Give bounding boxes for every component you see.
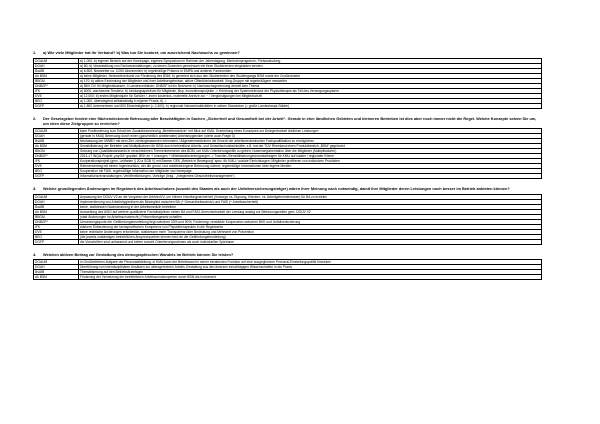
- organization-cell: DGAH: [34, 134, 79, 139]
- organization-cell: DGAUM: [34, 194, 79, 199]
- answer-cell: 2014-17 INQA-Projekt „psyGA“ geplant: BKK en + Innungen + Mittelstandsvereinigungen -> Transfer-/Sensibilisierungsveranstaltungen für KMU auf lokaler / regionaler Ebene: [79, 154, 542, 159]
- organization-cell: BsAfB: [34, 68, 79, 73]
- answer-cell: Kooperationsprojekt (gem. Leitfaden § 20 a SGB V) mit Barmer GEK „Betrieb in Bewegung“ spez. für KMU / soziale Einrichtungen; Mitglieder profitieren von exklusiven Produkten: [79, 159, 542, 164]
- question-heading: [33, 116, 542, 126]
- answer-cell: Überführung von interdisziplinären Ansätzen zur altersgerechten Arbeits-Gestaltung aus den diversen einschlägigen Wissenschaften in die Praxis: [79, 265, 542, 270]
- question-number: 3.: [33, 186, 37, 191]
- answer-cell: Kooperation mit FASi, regelmäßige Information der Mitglieder via Homepage: [79, 169, 542, 174]
- organization-cell: BBGM: [34, 214, 79, 219]
- organization-cell: BsAfB: [34, 139, 79, 144]
- question-section: [33, 50, 542, 109]
- question-heading: [33, 50, 542, 55]
- answer-cell: a) 1.800 Unternehmen und 600 Einzelmitglieder (≈ 2.400); b) regionale Netzwerkaktivitäten in sieben Standorten (≈ große Landeshaupt-Städte): [79, 103, 542, 108]
- organization-cell: BEO: [34, 234, 79, 239]
- table-row: [34, 103, 542, 108]
- question-section: [33, 252, 542, 281]
- answer-cell: Thematisierung auf den Betriebsärztetagen: [79, 270, 542, 275]
- organization-cell: BEO: [34, 169, 79, 174]
- organization-cell: DNBGF*: [34, 219, 79, 224]
- organization-cell: DGAUM: [34, 129, 79, 134]
- question-number: 4.: [33, 251, 37, 257]
- question-number: 1.: [33, 50, 37, 55]
- answer-cell: Förderung der Vernetzung der betrieblichen Arbeitsschutzexperten durch BSM als Instrument: [79, 275, 542, 280]
- question-heading: [33, 252, 542, 257]
- answer-cell: a) 12.000; b) erstes Mitgliedsjahr für Schüler / -innen kostenlos, materielle Anreize zur ~ / Vergünstigungen bei Mitgliedschaft: [79, 93, 542, 98]
- answer-table: [33, 128, 542, 179]
- organization-cell: BBGM: [34, 78, 79, 83]
- organization-cell: IFK: [34, 224, 79, 229]
- organization-cell: DGAH: [34, 265, 79, 270]
- organization-cell: DGAH: [34, 63, 79, 68]
- question-section: [33, 116, 542, 180]
- organization-cell: DVE: [34, 229, 79, 234]
- question-number: 2.: [33, 115, 37, 121]
- organization-cell: BBGM: [34, 149, 79, 154]
- question-heading: [33, 186, 542, 191]
- organization-cell: DNBGF*: [34, 83, 79, 88]
- organization-cell: DVE: [34, 164, 79, 169]
- answer-cell: in Großbetrieben Aufgabe der Personalabteilung, in KMU kann der Betriebsarzt in seiner beratenden Funktion auf eine ausgeglichene Personal-Einstellungspolitik hinwirken: [79, 260, 542, 265]
- question-text: a) Wie viele Mitglieder hat Ihr Verband? b) Was tun Sie konkret, um ausreichend Nachwuchs zu gewinnen?: [43, 50, 240, 55]
- answer-cell: Neufassung der MWBO mit dem Ziel, niedergelassenen Internisten / Allgemeinmedizinern die Erwerb der arbeitsmedizinischen Fachqualifikation zu ermöglichen: [79, 139, 542, 144]
- answer-cell: a) 170; b) aktive Einbindung der Mitglieder und ihrer Arbeitsergebnisse, aktive Öffentlichkeitsarbeit; Xing-Gruppe mit regelmäßigem newsletter: [79, 78, 542, 83]
- organization-cell: DGAUM: [34, 58, 79, 63]
- answer-table: [33, 194, 542, 245]
- answer-cell: (die jeweils zuständigen betrieblichen Ansprechpartner kennen fast nie die Gefährdungsbeurteilung): [79, 234, 542, 239]
- organization-cell: Ak BSM: [34, 275, 79, 280]
- answer-cell: Implementierung von Arbeitshygienikern als Bindeglied zwischen BA (+ Gesundheitsschutz) und FASi (+ Arbeitssicherheit): [79, 199, 542, 204]
- organization-cell: IFK: [34, 159, 79, 164]
- organization-cell: Ak BSM: [34, 209, 79, 214]
- answer-cell: keine, stattdessen Nachsteuerung in der Arbeitsmedizin betreiben: [79, 204, 542, 209]
- organization-cell: DGFP: [34, 174, 79, 179]
- organization-cell: IFK: [34, 88, 79, 93]
- organization-cell: DNBGF*: [34, 154, 79, 159]
- answer-cell: (statt Änderungen im Arbeitsschutzrecht:) Präventionsgesetz schaffen: [79, 214, 542, 219]
- organization-cell: BsAfB: [34, 204, 79, 209]
- answer-table: [33, 259, 542, 280]
- organization-cell: BsAfB: [34, 270, 79, 275]
- answer-cell: Umsetzungsquote der Gefährdungsbeurteilung liegt zwischen 33% und 50%; Forderung: verstärkte Kooperation zwischen BKK und Unfallversicherung: [79, 219, 542, 224]
- organization-cell: DGAUM: [34, 260, 79, 265]
- question-text: Welche grundlegenden Änderungen im Regelwerk des Arbeitsschutzes (sowohl des Staates als auch der Unfallversicherungsträger) wären Ihrer Meinung nach notwendig, damit Ihre Mitglieder deren Leistungen noch besser im Betrieb anbieten können?: [43, 186, 510, 191]
- answer-cell: a) keine Mitglieder, Netzwerkverbund zur Förderung des BSM; b) generiert sich aus den Studierenden des Studiengangs BSM sowie der Großindustrie: [79, 73, 542, 78]
- table-row: [34, 275, 542, 280]
- answer-cell: die Vorschriften sind umfassend und bieten sowohl Orientierungsrahmen als auch individuellen Spielraum: [79, 239, 542, 244]
- organization-cell: DVE: [34, 93, 79, 98]
- answer-cell: Setzung von Qualitätsstandards in verschiedenen Themenbereichen des BGM, um KMU Orientierungshilfe zu geben; Nutzenargumentation über die Mitglieder (Multiplikatoren): [79, 149, 542, 154]
- organization-cell: DGFP: [34, 239, 79, 244]
- organization-cell: BEO: [34, 98, 79, 103]
- organization-cell: DGFP: [34, 103, 79, 108]
- answer-cell: a) 6.500, Newsletter ca. 3.000 Abonnenten; b) regelmäßige Präsenz in EMPA und anderen Fachmedien: [79, 68, 542, 73]
- question-text: Welchen aktiven Beitrag zur Gestaltung des demographischen Wandels im Betrieb können Sie leisten?: [43, 251, 234, 257]
- answer-cell: keine rechtliche Änderungen erforderlich, stattdessen mehr Transparenz über Bedeutung und Mehrwert von Prävention: [79, 229, 542, 234]
- answer-cell: a) BKK DV 94 Mitgliedskassen, 4 Landesverbände; DNBGF ist ein Netzwerk; b) Nachwuchsgewinnung derzeit kein Thema: [79, 83, 542, 88]
- table-row: [34, 174, 542, 179]
- answer-cell: Rahmenvertrag mit einem Ingenieurbüro, der die grund- und arbeitsbezogene Betreuung sichert; regelmäßige Informationen über eigene Medien: [79, 164, 542, 169]
- question-text: Der Gesetzgeber fordert eine flächendeckende Betreuung aller Beschäftigten in Sachen „Sicherheit und Gesundheit bei der Arbeit“. Gerade in eher ländlichen Gebieten und kleineren Betrieben ist dies aber noch immer nicht die Regel. Welche Konzepte setzen Sie um, um eben diese Zielgruppen zu erreichen?: [43, 115, 537, 126]
- answer-cell: a) 6000, wachsende Tendenz; b) Leistungsspektrum für Mitglieder, Bsp. Innovationsprojekte -> Erhöhung der Systemrelevanz der Physiotherapie als Teil des Versorgungssystem: [79, 88, 542, 93]
- answer-cell: stärkere Einbeziehung der fachspezifischen Kompetenz von Physiotherapeuten in die Regelwerke: [79, 224, 542, 229]
- question-section: [33, 186, 542, 245]
- answer-cell: a) 1.000; b) eigener Bereich auf der Homepage, eigenes Symposium im Rahmen der Jahrestagung, Mentorenprogramm, Preisausludung: [79, 58, 542, 63]
- organization-cell: DGAH: [34, 199, 79, 204]
- answer-table: [33, 58, 542, 109]
- organization-cell: Ak BSM: [34, 73, 79, 78]
- answer-cell: Anpassung der DGUV V2 an die Vorgaben der ArbMedVV, um höhere Handlungssicherheit (Vorsorge vs. Eignung, Klienten- vs. Arbeitgeberinteressen) für BA zu erzielen: [79, 194, 542, 199]
- answer-cell: a) 1.000, überwiegend selbstständig in eigener Praxis; b) ./.: [79, 98, 542, 103]
- answer-cell: Sensibilisierung der Betriebe und Multiplikatoren für BSM durch betriebliche Arbeits- und Umweltschutzfachkräfte; z.B. hat der TÜV Rheinland einen Produktbereich „BSM“ gegründet: [79, 144, 542, 149]
- answer-cell: Informationsveranstaltungen, Veröffentlichungen, Vorträge (Insg.: „Integriertes Gesundheitsmanagement“): [79, 174, 542, 179]
- organization-cell: Ak BSM: [34, 144, 79, 149]
- table-row: [34, 239, 542, 244]
- answer-cell: klare Positionierung zum Erhalt der Zusatzbezeichnung „Betriebsmedizin“ mit Blick auf KMU; Erarbeitung eines Konzeptes zur Delegierbarkeit ärztlicher Leistungen: [79, 129, 542, 134]
- answer-cell: Ausweitung des ASiG auf weitere qualifizierte Fachdisziplinen neben BA und FASi; Anrechenbarkeit der Leistung analog zur Betreuungszeiten gem. DGUV V2: [79, 209, 542, 214]
- answer-cell: (gerade in KMU) Betreuung durch einen (ganzheitlich arbeitenden) Arbeitshygieniker (siehe auch Frage 3): [79, 134, 542, 139]
- answer-cell: a) 80; b) Veranstaltung von Fachveranstaltungen, zu denen Dozenten gemeinsam mit ihren Studierenden eingeladen werden: [79, 63, 542, 68]
